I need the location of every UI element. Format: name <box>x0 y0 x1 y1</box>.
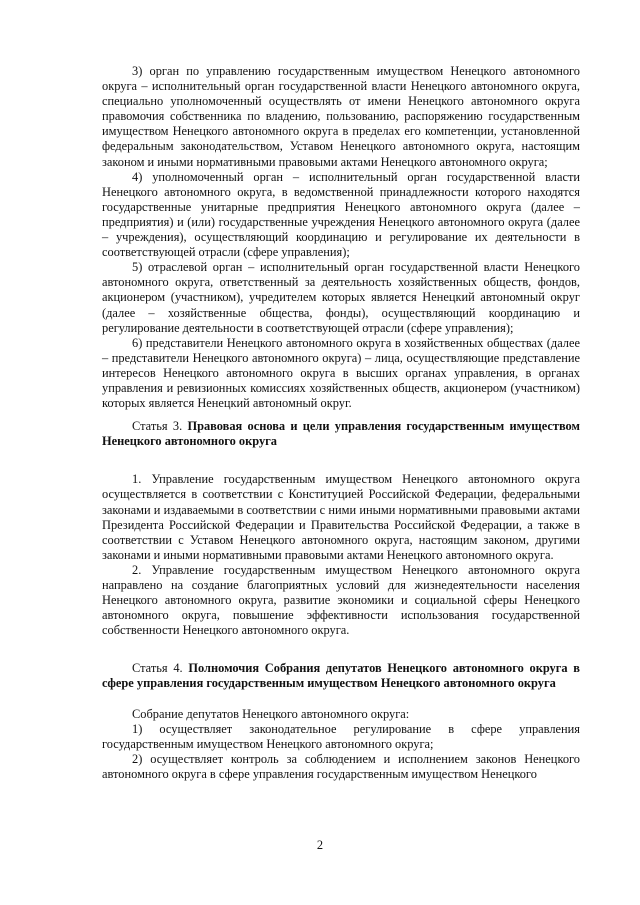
article-4-title: Полномочия Собрания депутатов Ненецкого автономного округа в сфере управления государственным имуществом Ненецкого автономного округа <box>102 661 580 691</box>
paragraph-item-5: 5) отраслевой орган – исполнительный орган государственной власти Ненецкого автономного округа, ответственный за деятельность хозяйственных обществ, фондов, акционером (участником), учредителем которых является Ненецкий автономный округ (далее – хозяйственные общества, фонды), осуществляющий координацию и регулирование деятельности в соответствующей отрасли (сфере управления); <box>102 260 580 335</box>
paragraph-item-3: 3) орган по управлению государственным имуществом Ненецкого автономного округа – исполнительный орган государственной власти Ненецкого автономного округа, специально уполномоченный осуществлять от имени Ненецкого автономного округа правомочия собственника по владению, пользованию, распоряжению государственным имуществом Ненецкого автономного округа в пределах его компетенции, установленной федеральным законодательством, Уставом Ненецкого автономного округа, настоящим законом и иными нормативными правовыми актами Ненецкого автономного округа; <box>102 64 580 169</box>
article-4-label: Статья 4. <box>132 661 183 676</box>
page-number: 2 <box>316 838 324 852</box>
article-4-intro: Собрание депутатов Ненецкого автономного округа: <box>132 706 410 721</box>
article-4-heading <box>102 661 580 691</box>
article-3-label: Статья 3. <box>132 419 183 434</box>
paragraph-item-6: 6) представители Ненецкого автономного округа в хозяйственных обществах (далее – представители Ненецкого автономного округа) – лица, осуществляющие представление интересов Ненецкого автономного округа в высших органах управления, в органах управления и ревизионных комиссиях хозяйственных обществ, акционером (участником) которых является Ненецкий автономный округ. <box>102 335 580 411</box>
article-4-paragraph-2: 2) осуществляет контроль за соблюдением и исполнением законов Ненецкого автономного округа в сфере управления государственным имуществом Ненецкого <box>102 751 580 781</box>
article-3-paragraph-2: 2. Управление государственным имуществом Ненецкого автономного округа направлено на создание благоприятных условий для жизнедеятельности населения Ненецкого автономного округа, развитие экономики и социальной сферы Ненецкого автономного округа, повышение эффективности использования государственной собственности Ненецкого автономного округа. <box>102 562 580 638</box>
paragraph-item-4: 4) уполномоченный орган – исполнительный орган государственной власти Ненецкого автономного округа, в ведомственной принадлежности которого находятся государственные унитарные предприятия Ненецкого автономного округа (далее – предприятия) и (или) государственные учреждения Ненецкого автономного округа (далее – учреждения), осуществляющий координацию и регулирование их деятельности в соответствующей отрасли (сфере управления); <box>102 169 580 260</box>
article-3-title: Правовая основа и цели управления государственным имуществом Ненецкого автономного округа <box>102 419 580 449</box>
article-4-paragraph-1: 1) осуществляет законодательное регулирование в сфере управления государственным имуществом Ненецкого автономного округа; <box>102 721 580 751</box>
article-3-paragraph-1: 1. Управление государственным имуществом Ненецкого автономного округа осуществляется в соответствии с Конституцией Российской Федерации, федеральными законами и издаваемыми в соответствии с ними иными нормативными правовыми актами Президента Российской Федерации и Правительства Российской Федерации, а также в соответствии с Уставом Ненецкого автономного округа, настоящим законом, другими законами и иными нормативными правовыми актами Ненецкого автономного округа. <box>102 472 580 562</box>
article-3-heading <box>102 419 580 449</box>
